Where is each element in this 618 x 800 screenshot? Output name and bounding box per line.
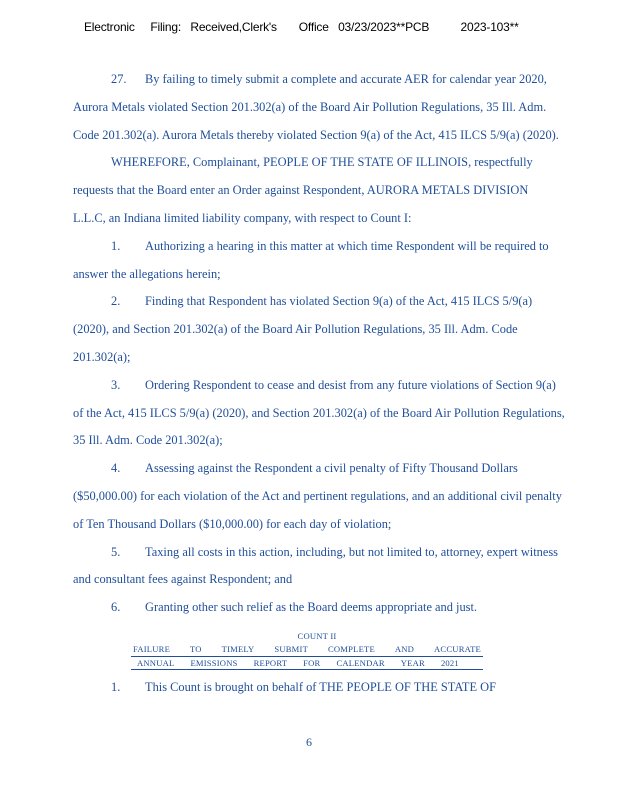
heading-word: AND bbox=[394, 643, 415, 654]
paragraph-27-line-1 bbox=[73, 66, 613, 94]
paragraph-27-line-2: Aurora Metals violated Section 201.302(a) of the Board Air Pollution Regulations, 35 Ill. Adm. bbox=[73, 99, 547, 114]
relief-item-5-line-1 bbox=[73, 539, 613, 567]
count-ii-paragraph-1 bbox=[111, 680, 496, 695]
paragraph-27-line-3: Code 201.302(a). Aurora Metals thereby violated Section 9(a) of the Act, 415 ILCS 5/9(a) (2020). bbox=[73, 127, 559, 142]
heading-word: ACCURATE bbox=[434, 643, 481, 654]
item-text: Ordering Respondent to cease and desist from any future violations of Section 9(a) bbox=[145, 377, 556, 392]
item-text: Granting other such relief as the Board deems appropriate and just. bbox=[145, 600, 478, 615]
item-number: 6. bbox=[111, 600, 121, 615]
heading-word: YEAR bbox=[400, 657, 425, 668]
page-number: 6 bbox=[306, 735, 312, 749]
item-text: Assessing against the Respondent a civil penalty of Fifty Thousand Dollars bbox=[145, 461, 518, 476]
heading-word: CALENDAR bbox=[336, 657, 385, 668]
relief-item-2-line-3: 201.302(a); bbox=[73, 349, 131, 364]
filing-header: Electronic Filing: Received,Clerk's Office 03/23/2023**PCB 2023-103** bbox=[84, 20, 519, 34]
heading-word: SUBMIT bbox=[274, 643, 309, 654]
paragraph-number: 27. bbox=[111, 72, 127, 86]
count-heading-row-2 bbox=[131, 657, 483, 671]
heading-word: FOR bbox=[303, 657, 321, 668]
heading-word: TO bbox=[189, 643, 202, 654]
heading-word: FAILURE bbox=[133, 643, 171, 654]
heading-word: TIMELY bbox=[221, 643, 255, 654]
item-text: Taxing all costs in this action, including, but not limited to, attorney, expert witness bbox=[145, 544, 559, 559]
wherefore-line-1: WHEREFORE, Complainant, PEOPLE OF THE STATE OF ILLINOIS, respectfully bbox=[111, 155, 533, 170]
paragraph-text: By failing to timely submit a complete and accurate AER for calendar year 2020, bbox=[145, 72, 547, 86]
relief-item-4-line-3: of Ten Thousand Dollars ($10,000.00) for each day of violation; bbox=[73, 516, 392, 531]
heading-word: ANNUAL bbox=[137, 657, 175, 668]
relief-item-3-line-2: of the Act, 415 ILCS 5/9(a) (2020), and Section 201.302(a) of the Board Air Pollution Regulations, bbox=[73, 405, 565, 420]
paragraph-number: 1. bbox=[111, 680, 121, 694]
heading-word: EMISSIONS bbox=[190, 657, 238, 668]
relief-item-2-line-2: (2020), and Section 201.302(a) of the Board Air Pollution Regulations, 35 Ill. Adm. Code bbox=[73, 322, 518, 337]
heading-word: COMPLETE bbox=[327, 643, 375, 654]
count-title: COUNT II bbox=[297, 631, 337, 641]
item-text: Finding that Respondent has violated Section 9(a) of the Act, 415 ILCS 5/9(a) bbox=[145, 294, 533, 309]
relief-item-6-line-1 bbox=[73, 594, 613, 622]
heading-word: 2021 bbox=[440, 657, 459, 668]
count-heading bbox=[131, 630, 483, 670]
item-number: 4. bbox=[111, 461, 121, 476]
relief-item-3-line-1 bbox=[73, 372, 613, 400]
item-number: 2. bbox=[111, 294, 121, 309]
relief-item-3-line-3: 35 Ill. Adm. Code 201.302(a); bbox=[73, 433, 223, 448]
document-body bbox=[73, 66, 613, 622]
relief-item-4-line-1 bbox=[73, 455, 613, 483]
relief-item-1-line-2: answer the allegations herein; bbox=[73, 266, 221, 281]
heading-word: REPORT bbox=[253, 657, 288, 668]
item-text: Authorizing a hearing in this matter at which time Respondent will be required to bbox=[145, 238, 549, 253]
relief-item-1-line-1 bbox=[73, 233, 613, 261]
relief-item-2-line-1 bbox=[73, 288, 613, 316]
paragraph-text: This Count is brought on behalf of THE PEOPLE OF THE STATE OF bbox=[145, 680, 496, 694]
item-number: 3. bbox=[111, 377, 121, 392]
relief-item-5-line-2: and consultant fees against Respondent; and bbox=[73, 572, 293, 587]
wherefore-line-3: L.L.C, an Indiana limited liability company, with respect to Count I: bbox=[73, 210, 412, 225]
relief-item-4-line-2: ($50,000.00) for each violation of the Act and pertinent regulations, and an additional civil penalty bbox=[73, 488, 562, 503]
item-number: 1. bbox=[111, 238, 121, 253]
item-number: 5. bbox=[111, 544, 121, 559]
count-heading-row-1 bbox=[131, 643, 483, 657]
wherefore-line-2: requests that the Board enter an Order against Respondent, AURORA METALS DIVISION bbox=[73, 183, 529, 198]
